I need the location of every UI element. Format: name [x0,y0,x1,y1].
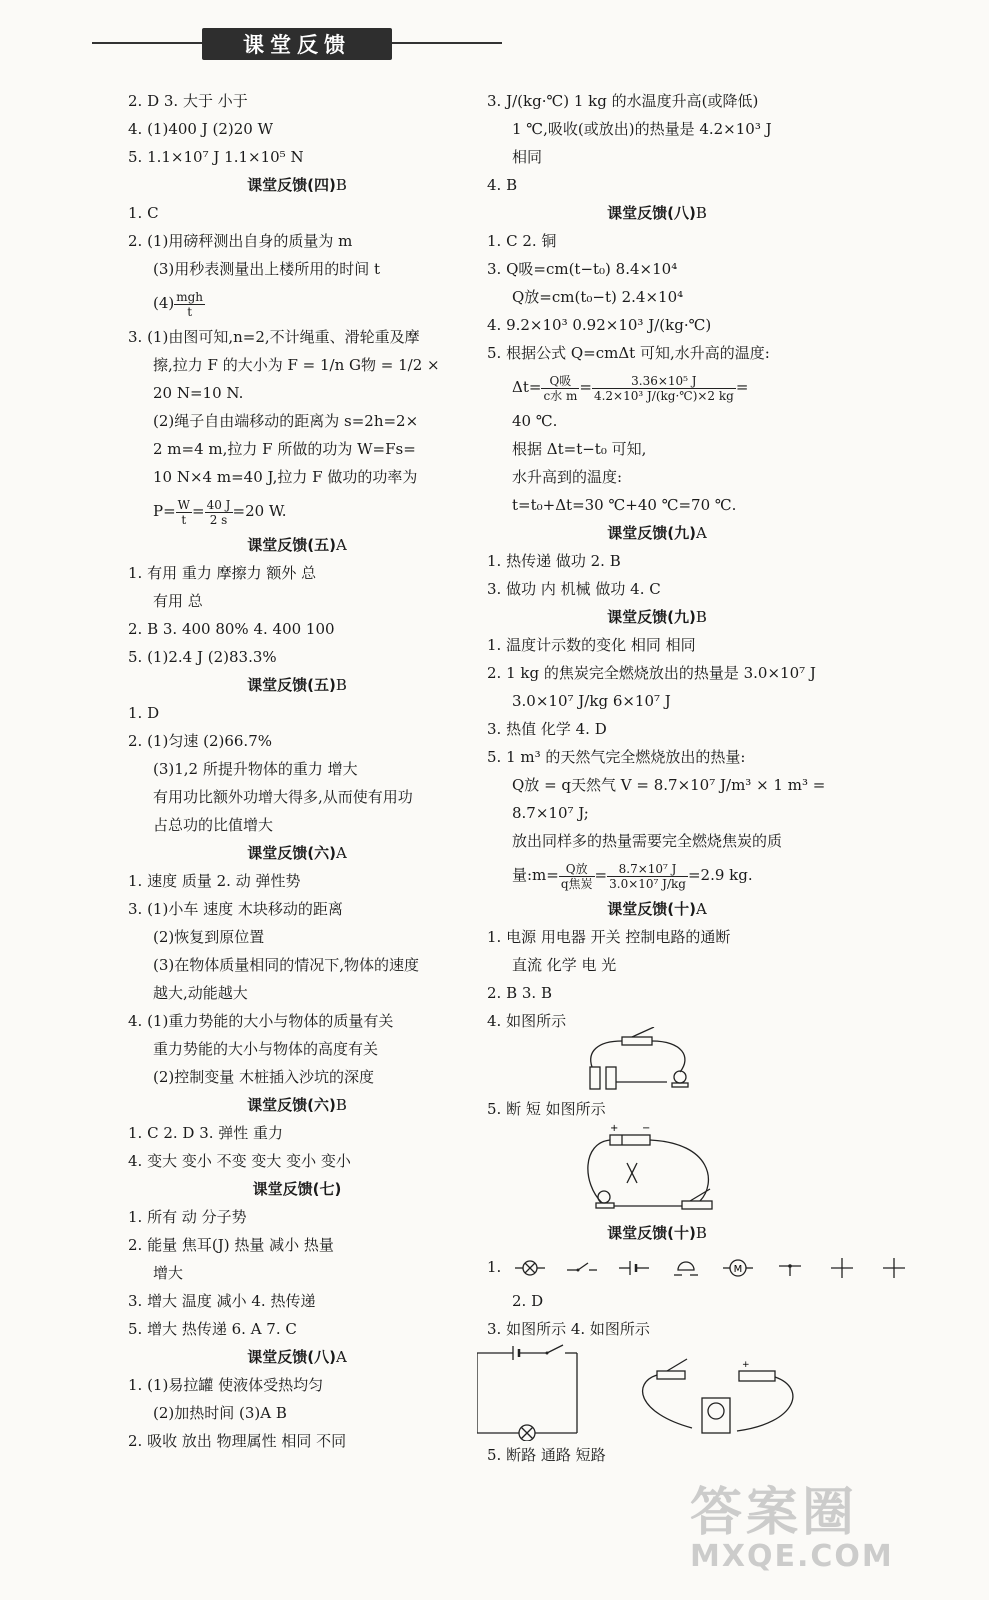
answer-line: 有用 总 [153,592,203,610]
answer-line: 1. C [128,204,159,222]
section-title [487,895,827,923]
section-title-level: A [335,844,347,862]
answer-line: 3. 如图所示 4. 如图所示 [487,1320,650,1338]
section-title-level: B [695,1224,707,1242]
answer-line: 1. 所有 动 分子势 [128,1208,247,1226]
fraction-denominator: q焦炭 [560,876,593,891]
left-column [128,87,466,1455]
section-title-name: 课堂反馈(五) [247,676,336,694]
answer-line: 2. D 3. 大于 小于 [128,92,248,110]
answer-line: 4. (1)400 J (2)20 W [128,120,274,138]
answer-line: 4. 如图所示 [487,1012,567,1030]
answer-line: 相同 [512,148,543,166]
answer-line: 根据 Δt=t−t₀ 可知, [512,440,647,458]
answer-line: 1. C 2. D 3. 弹性 重力 [128,1124,284,1142]
answer-line: 1 ℃,吸收(或放出)的热量是 4.2×10³ J [512,120,772,138]
question-number: 1. [487,1258,502,1276]
answer-line: (2)恢复到原位置 [153,928,265,946]
section-title-name: 课堂反馈(十) [607,1224,696,1242]
fraction-numerator: 3.36×10⁵ J [592,374,736,389]
fraction-numerator: 8.7×10⁷ J [607,862,688,877]
answer-line: 2. 吸收 放出 物理属性 相同 不同 [128,1432,347,1450]
section-title-name: 课堂反馈(六) [247,1096,336,1114]
fraction-numerator: mgh [176,289,204,304]
section-title-name: 课堂反馈(十) [607,900,696,918]
answer-line: 4. 9.2×10³ 0.92×10³ J/(kg·℃) [487,316,712,334]
formula-prefix: 量:m= [512,866,559,884]
section-title-name: 课堂反馈(七) [252,1180,342,1198]
answer-line: (3)用秒表测量出上楼所用的时间 t [153,260,381,278]
bell-symbol-icon [671,1258,701,1278]
circuit-diagrams-3-and-4 [477,1343,812,1441]
section-title [487,199,827,227]
answer-line: 3. J/(kg·℃) 1 kg 的水温度升高(或降低) [487,92,759,110]
section-title-level: A [335,536,347,554]
crossing-wires-icon [827,1258,857,1278]
section-title [128,171,466,199]
section-title [128,1175,466,1203]
section-title-level: A [695,524,707,542]
answer-line: 10 N×4 m=40 J,拉力 F 做功的功率为 [153,468,418,486]
svg-text:+: + [610,1123,619,1134]
watermark [690,1470,975,1590]
answer-line: 1. 热传递 做功 2. B [487,552,621,570]
figure-bottomfigs [487,1343,827,1441]
answer-line: 3. 热值 化学 4. D [487,720,607,738]
answer-line: 2. B 3. B [487,984,552,1002]
fraction-denominator: t [187,304,193,319]
answer-line: (3)1,2 所提升物体的重力 增大 [153,760,358,778]
lamp-symbol-icon [515,1258,545,1278]
answer-line: Q放 = q天然气 V = 8.7×10⁷ J/m³ × 1 m³ = [512,776,826,794]
answer-line: 3. (1)由图可知,n=2,不计绳重、滑轮重及摩 [128,328,420,346]
answer-line: 5. 1.1×10⁷ J 1.1×10⁵ N [128,148,304,166]
section-title-name: 课堂反馈(九) [607,524,696,542]
answer-line: 增大 [153,1264,184,1282]
section-title-level: B [695,204,707,222]
answer-line: 越大,动能越大 [153,984,248,1002]
answer-line: 3. 增大 温度 减小 4. 热传递 [128,1292,316,1310]
section-title [128,1343,466,1371]
formula-suffix: =20 W. [232,502,287,520]
answer-line: 5. 根据公式 Q=cmΔt 可知,水升高的温度: [487,344,770,362]
section-title-level: A [335,1348,347,1366]
section-title [487,603,827,631]
answer-formula-line [128,283,466,323]
answer-line: 擦,拉力 F 的大小为 F = 1/n G物 = 1/2 × [153,356,440,374]
formula-equals: = [192,502,205,520]
figure-circuit5 [487,1123,827,1219]
answer-line: 40 ℃. [512,412,558,430]
answer-line: 1. C 2. 铜 [487,232,557,250]
answer-line: 1. 电源 用电器 开关 控制电路的通断 [487,928,731,946]
fraction-denominator: 4.2×10³ J/(kg·℃)×2 kg [593,388,734,403]
right-column [487,87,827,1469]
answer-line: 8.7×10⁷ J; [512,804,589,822]
circuit-diagram-5 [582,1123,732,1219]
answer-line: t=t₀+Δt=30 ℃+40 ℃=70 ℃. [512,496,737,514]
answer-line: 占总功的比值增大 [153,816,274,834]
crossing-wires-icon [879,1258,909,1278]
connected-wires-icon [775,1258,805,1278]
answer-line: 2. 能量 焦耳(J) 热量 减小 热量 [128,1236,334,1254]
answer-line: 2. B 3. 400 80% 4. 400 100 [128,620,335,638]
formula-suffix: =2.9 kg. [687,866,753,884]
answer-line: 2. D [512,1292,544,1310]
fraction-numerator: W [177,497,191,512]
svg-text:+: + [742,1360,750,1370]
motor-symbol-icon [723,1258,753,1278]
fraction [541,374,579,403]
section-title-name: 课堂反馈(五) [247,536,336,554]
answer-line: 5. 断 短 如图所示 [487,1100,606,1118]
answer-line: 有用功比额外功增大得多,从而使有用功 [153,788,413,806]
answer-line: Q放=cm(t₀−t) 2.4×10⁴ [512,288,684,306]
section-title [487,1219,827,1247]
answer-line: 4. 变大 变小 不变 变大 变小 变小 [128,1152,351,1170]
answer-formula-line [487,367,827,407]
answer-line: 5. 1 m³ 的天然气完全燃烧放出的热量: [487,748,746,766]
answer-formula-line [128,491,466,531]
answer-line: 水升高到的温度: [512,468,623,486]
answer-line: 5. 断路 通路 短路 [487,1446,606,1464]
answer-line: 2. (1)匀速 (2)66.7% [128,732,272,750]
fraction [174,290,205,319]
section-title-level: A [695,900,707,918]
answer-line: 1. 速度 质量 2. 动 弹性势 [128,872,301,890]
section-title-level: B [695,608,707,626]
formula-equals: = [594,866,608,884]
fraction [559,862,595,891]
svg-text:M: M [733,1264,743,1275]
section-title [487,519,827,547]
answer-line: (3)在物体质量相同的情况下,物体的速度 [153,956,420,974]
answer-line: 4. (1)重力势能的大小与物体的质量有关 [128,1012,394,1030]
fraction [205,498,233,527]
answer-line: 2. (1)用磅秤测出自身的质量为 m [128,232,353,250]
formula-suffix: = [735,378,749,396]
svg-text:−: − [642,1123,651,1134]
watermark-url: MXQE.COM [690,1539,894,1574]
page-header-title: 课堂反馈 [202,28,392,60]
fraction-numerator: Q吸 [541,374,579,389]
section-title-name: 课堂反馈(八) [247,1348,336,1366]
answer-line: 放出同样多的热量需要完全燃烧焦炭的质 [512,832,783,850]
section-title [128,839,466,867]
circuit-symbols-row [515,1258,909,1278]
answer-formula-line [487,855,827,895]
answer-line: 1. (1)易拉罐 使液体受热均匀 [128,1376,324,1394]
section-title-level: B [335,676,347,694]
answer-line: 3.0×10⁷ J/kg 6×10⁷ J [512,692,671,710]
circuit-diagram-4 [582,1027,722,1097]
watermark-logo-text: 答案圈 [690,1483,859,1543]
answer-line: 2 m=4 m,拉力 F 所做的功为 W=Fs= [153,440,416,458]
formula-prefix: P= [153,502,176,520]
fraction-denominator: c水 m [543,388,578,403]
section-title-level: B [335,176,347,194]
battery-symbol-icon [619,1258,649,1278]
answer-line: 20 N=10 N. [153,384,244,402]
section-title-name: 课堂反馈(六) [247,844,336,862]
section-title [128,531,466,559]
section-title-name: 课堂反馈(四) [247,176,336,194]
section-title-name: 课堂反馈(八) [607,204,696,222]
formula-equals: = [579,378,592,396]
section-title-name: 课堂反馈(九) [607,608,696,626]
answer-line: 2. 1 kg 的焦炭完全燃烧放出的热量是 3.0×10⁷ J [487,664,816,682]
fraction-numerator: Q放 [559,862,595,877]
fraction-denominator: 2 s [209,512,228,527]
fraction [607,862,688,891]
answer-line: 1. D [128,704,160,722]
answer-line: 3. 做功 内 机械 做功 4. C [487,580,661,598]
answer-line: 1. 有用 重力 摩擦力 额外 总 [128,564,317,582]
switch-symbol-icon [567,1258,597,1278]
circuit-symbols-line [487,1247,827,1287]
answer-line: 直流 化学 电 光 [512,956,617,974]
answer-line: (2)绳子自由端移动的距离为 s=2h=2× [153,412,419,430]
fraction-denominator: t [181,512,187,527]
formula-prefix: (4) [153,294,175,312]
fraction-denominator: 3.0×10⁷ J/kg [609,876,686,891]
section-title-level: B [335,1096,347,1114]
answer-line: (2)控制变量 木桩插入沙坑的深度 [153,1068,375,1086]
answer-line: 5. 增大 热传递 6. A 7. C [128,1320,297,1338]
answer-line: 3. (1)小车 速度 木块移动的距离 [128,900,343,918]
answer-line: (2)加热时间 (3)A B [153,1404,287,1422]
answer-line: 重力势能的大小与物体的高度有关 [153,1040,379,1058]
section-title [128,1091,466,1119]
fraction [176,498,192,527]
answer-line: 3. Q吸=cm(t−t₀) 8.4×10⁴ [487,260,678,278]
answer-line: 5. (1)2.4 J (2)83.3% [128,648,277,666]
answer-line: 1. 温度计示数的变化 相同 相同 [487,636,696,654]
section-title [128,671,466,699]
formula-prefix: Δt= [512,378,542,396]
fraction [592,374,736,403]
figure-circuit4 [487,1035,827,1095]
fraction-numerator: 40 J [206,497,231,512]
answer-line: 4. B [487,176,518,194]
